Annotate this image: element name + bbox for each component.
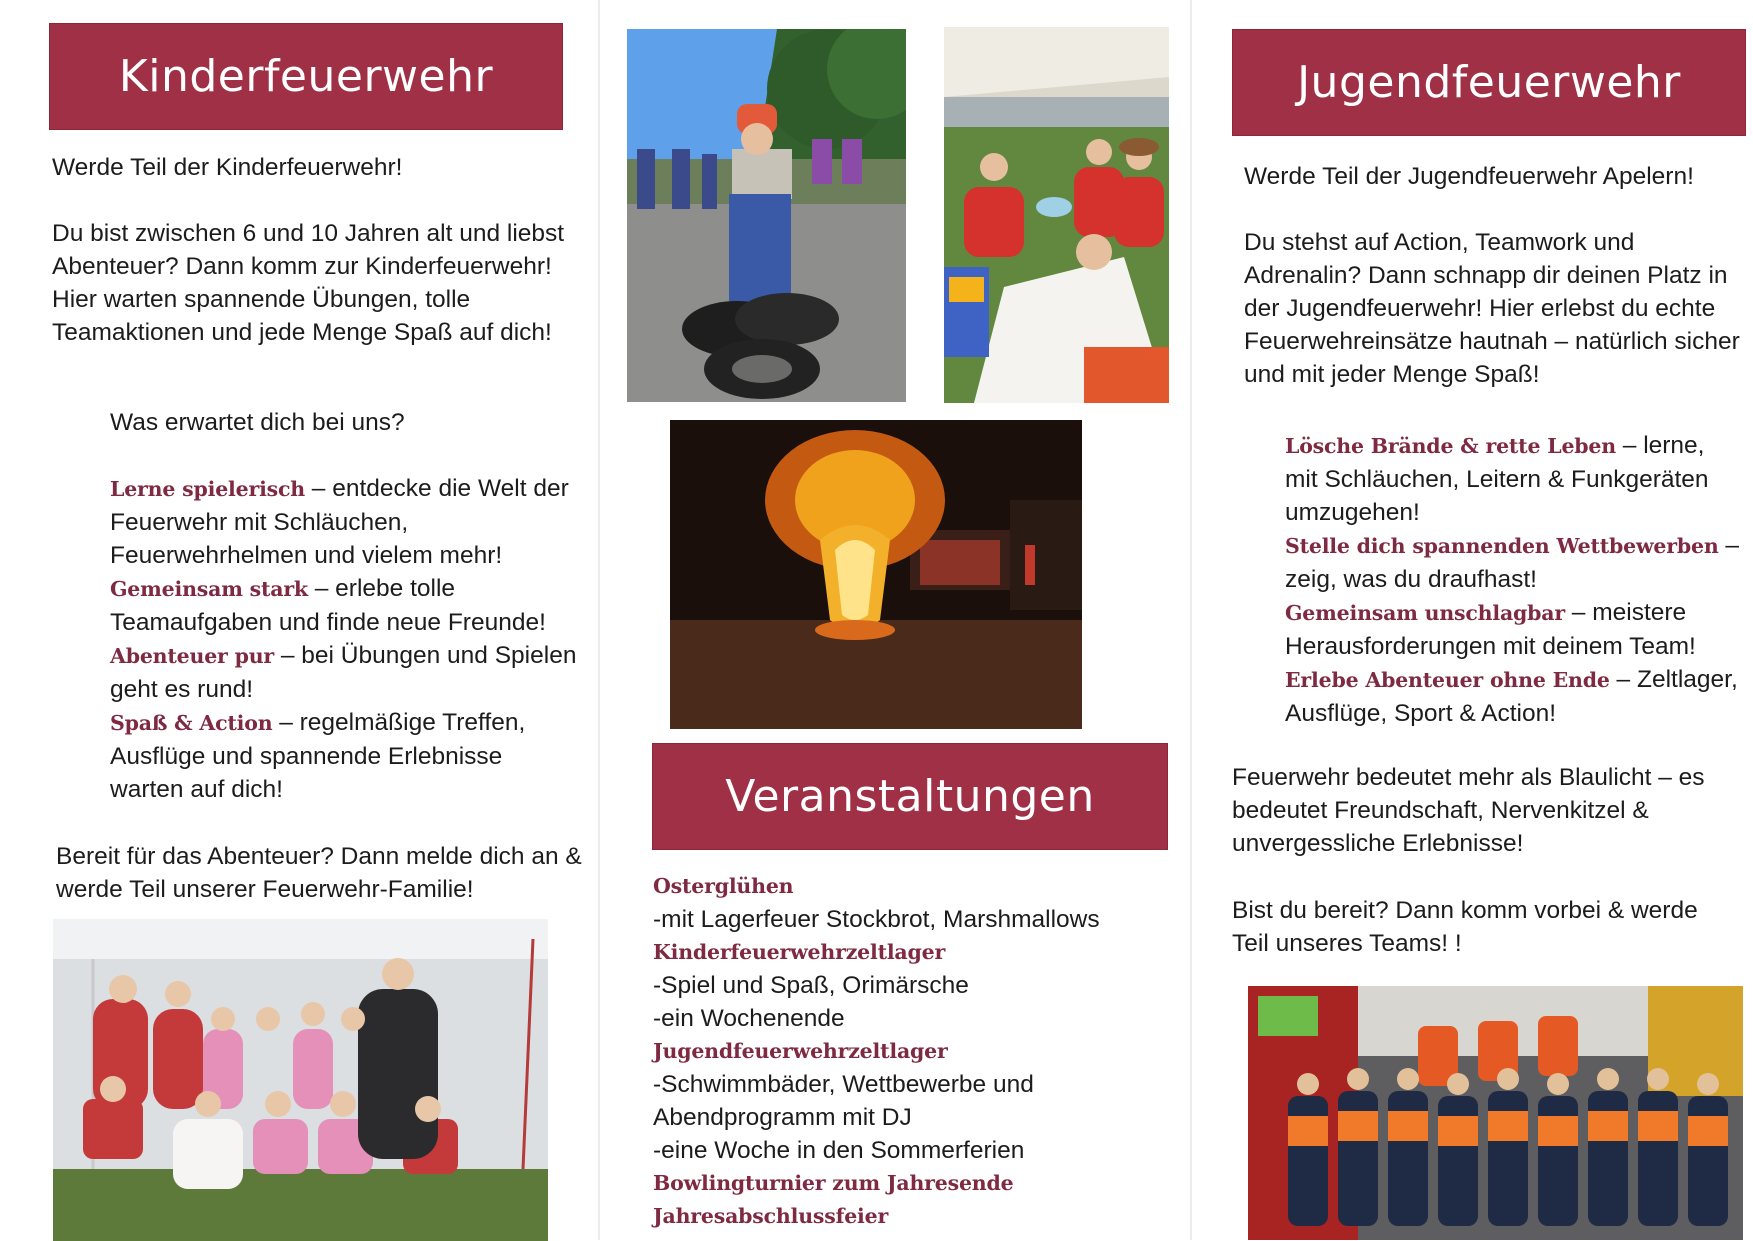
event-detail: -Schwimmbäder, Wettbewerbe und Abendprogramm mit DJ bbox=[653, 1071, 1034, 1131]
right-feature-title: Stelle dich spannenden Wettbewerben bbox=[1285, 534, 1719, 558]
left-body: Du bist zwischen 6 und 10 Jahren alt und liebst Abenteuer? Dann komm zur Kinderfeuerwehr! Hier warten spannende Übungen, tolle Teamaktionen und jede Menge Spaß auf dich! bbox=[52, 220, 565, 346]
fold-line-left bbox=[598, 0, 600, 1240]
left-intro: Werde Teil der Kinderfeuerwehr! bbox=[52, 154, 403, 181]
fold-line-right bbox=[1190, 0, 1192, 1240]
event-title: Jugendfeuerwehrzeltlager bbox=[653, 1039, 948, 1063]
veranstaltungen-title: Veranstaltungen bbox=[725, 771, 1095, 822]
right-feature-text: – zeig, was du draufhast! bbox=[1285, 532, 1739, 593]
left-feature-title: Spaß & Action bbox=[110, 711, 273, 735]
right-feature-text: – lerne, mit Schläuchen, Leitern & Funkgeräten umzugehen! bbox=[1285, 432, 1709, 526]
right-feature-list bbox=[1285, 429, 1740, 730]
event-title: Kinderfeuerwehrzeltlager bbox=[653, 940, 946, 964]
left-feature-title: Gemeinsam stark bbox=[110, 577, 308, 601]
right-feature-text: – Zeltlager, Ausflüge, Sport & Action! bbox=[1285, 666, 1738, 727]
event-item bbox=[653, 1167, 1173, 1200]
right-feature-item bbox=[1285, 429, 1740, 529]
child-tires-photo bbox=[627, 29, 906, 402]
left-feature-text: – erlebe tolle Teamaufgaben und finde neue Freunde! bbox=[110, 575, 546, 636]
left-feature-text: – entdecke die Welt der Feuerwehr mit Schläuchen, Feuerwehrhelmen und vielem mehr! bbox=[110, 475, 569, 569]
event-item bbox=[653, 870, 1173, 936]
event-title: Bowlingturnier zum Jahresende bbox=[653, 1171, 1014, 1195]
event-detail: -mit Lagerfeuer Stockbrot, Marshmallows bbox=[653, 906, 1100, 933]
kinderfeuerwehr-group-photo bbox=[53, 919, 548, 1241]
left-feature-text: – regelmäßige Treffen, Ausflüge und spannende Erlebnisse warten auf dich! bbox=[110, 709, 526, 803]
right-intro: Werde Teil der Jugendfeuerwehr Apelern! bbox=[1244, 163, 1694, 190]
left-feature-item bbox=[110, 639, 578, 706]
left-feature-list bbox=[110, 472, 578, 806]
jugendfeuerwehr-title: Jugendfeuerwehr bbox=[1297, 57, 1681, 108]
left-feature-text: – bei Übungen und Spielen geht es rund! bbox=[110, 642, 577, 703]
left-feature-item bbox=[110, 706, 578, 806]
right-feature-title: Lösche Brände & rette Leben bbox=[1285, 434, 1616, 458]
event-item bbox=[653, 936, 1173, 1035]
left-feature-item bbox=[110, 572, 578, 639]
jugendfeuerwehr-group-photo bbox=[1248, 986, 1743, 1240]
right-paragraph-2: Feuerwehr bedeutet mehr als Blaulicht – es bedeutet Freundschaft, Nervenkitzel & unvergessliche Erlebnisse! bbox=[1232, 764, 1705, 857]
event-title: Osterglühen bbox=[653, 874, 794, 898]
right-paragraph-3: Bist du bereit? Dann komm vorbei & werde Teil unseres Teams! ! bbox=[1232, 897, 1698, 957]
event-detail: -ein Wochenende bbox=[653, 1005, 845, 1032]
event-title: Jahresabschlussfeier bbox=[653, 1204, 889, 1228]
kinderfeuerwehr-banner bbox=[49, 23, 563, 130]
tent-crafts-photo bbox=[944, 27, 1169, 403]
right-feature-title: Erlebe Abenteuer ohne Ende bbox=[1285, 668, 1610, 692]
left-expect-heading: Was erwartet dich bei uns? bbox=[110, 409, 405, 436]
left-feature-title: Abenteuer pur bbox=[110, 644, 275, 668]
event-detail: -eine Woche in den Sommerferien bbox=[653, 1137, 1025, 1164]
jugendfeuerwehr-banner bbox=[1232, 29, 1746, 136]
left-feature-item bbox=[110, 472, 578, 572]
right-feature-item bbox=[1285, 663, 1740, 730]
right-feature-item bbox=[1285, 529, 1740, 596]
kinderfeuerwehr-title: Kinderfeuerwehr bbox=[118, 51, 494, 102]
event-list bbox=[653, 870, 1173, 1233]
fire-demonstration-photo bbox=[670, 420, 1082, 729]
left-closing: Bereit für das Abenteuer? Dann melde dich an & werde Teil unserer Feuerwehr-Familie! bbox=[56, 843, 582, 903]
right-feature-title: Gemeinsam unschlagbar bbox=[1285, 601, 1565, 625]
event-item bbox=[653, 1200, 1173, 1233]
event-detail: -Spiel und Spaß, Orimärsche bbox=[653, 972, 969, 999]
right-feature-item bbox=[1285, 596, 1740, 663]
left-feature-title: Lerne spielerisch bbox=[110, 477, 305, 501]
event-item bbox=[653, 1035, 1173, 1167]
right-body: Du stehst auf Action, Teamwork und Adrenalin? Dann schnapp dir deinen Platz in der Jugendfeuerwehr! Hier erlebst du echte Feuerwehreinsätze hautnah – natürlich sicher und mit jeder Menge Spaß! bbox=[1244, 229, 1740, 388]
right-feature-text: – meistere Herausforderungen mit deinem Team! bbox=[1285, 599, 1696, 660]
veranstaltungen-banner bbox=[652, 743, 1168, 850]
